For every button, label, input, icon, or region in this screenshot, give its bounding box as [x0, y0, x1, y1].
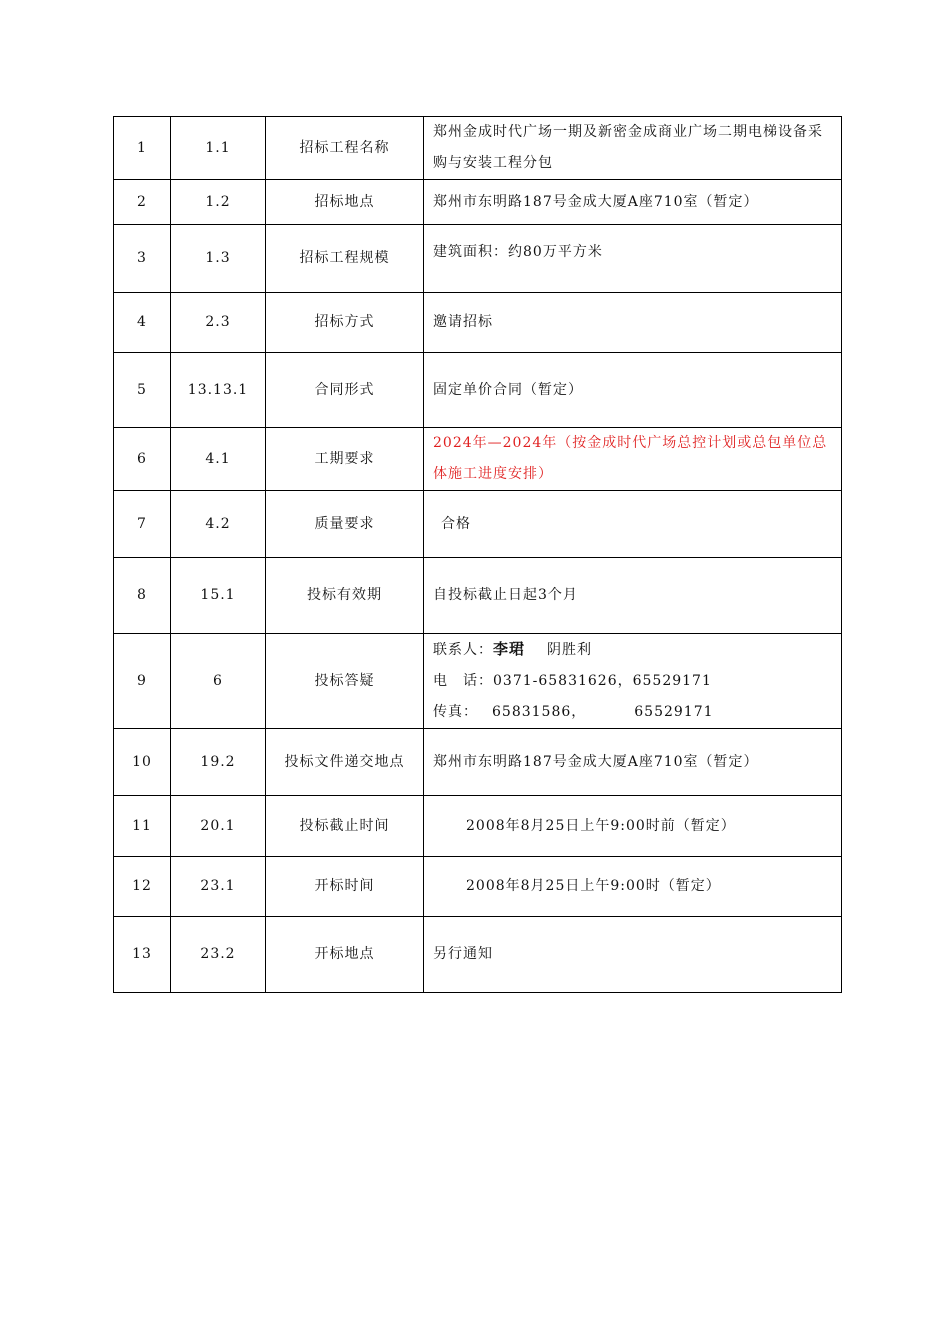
item-content: 另行通知 — [424, 917, 842, 993]
clause-number: 15.1 — [171, 558, 266, 634]
item-content: 郑州市东明路187号金成大厦A座710室（暂定） — [424, 180, 842, 225]
phone-line — [433, 666, 837, 697]
table-row — [114, 857, 842, 917]
fax-label: 传真： — [433, 704, 478, 720]
clause-number: 1.1 — [171, 117, 266, 180]
clause-number: 4.1 — [171, 428, 266, 491]
clause-number: 2.3 — [171, 293, 266, 353]
row-number: 12 — [114, 857, 171, 917]
row-number: 11 — [114, 796, 171, 857]
item-content: 郑州市东明路187号金成大厦A座710室（暂定） — [424, 729, 842, 796]
item-content — [424, 225, 842, 293]
item-name: 合同形式 — [266, 353, 424, 428]
row-number: 7 — [114, 491, 171, 558]
item-name: 工期要求 — [266, 428, 424, 491]
table-row — [114, 796, 842, 857]
item-content: 固定单价合同（暂定） — [424, 353, 842, 428]
fax-number-2: 65529171 — [634, 704, 714, 720]
item-name: 开标地点 — [266, 917, 424, 993]
item-content — [424, 796, 842, 857]
clause-number: 23.2 — [171, 917, 266, 993]
clause-number: 13.13.1 — [171, 353, 266, 428]
item-name: 招标方式 — [266, 293, 424, 353]
item-content — [424, 857, 842, 917]
contact-info — [424, 634, 842, 729]
row-number: 3 — [114, 225, 171, 293]
table-row — [114, 729, 842, 796]
bid-data-table — [113, 116, 842, 993]
fax-number-1: 65831586， — [492, 704, 587, 720]
clause-number: 6 — [171, 634, 266, 729]
table-row — [114, 293, 842, 353]
item-name: 招标工程名称 — [266, 117, 424, 180]
table-row — [114, 428, 842, 491]
item-name: 投标答疑 — [266, 634, 424, 729]
table-row — [114, 558, 842, 634]
contact-name-2: 阴胜利 — [547, 642, 593, 658]
clause-number: 4.2 — [171, 491, 266, 558]
item-content: 邀请招标 — [424, 293, 842, 353]
item-name: 招标地点 — [266, 180, 424, 225]
clause-number: 19.2 — [171, 729, 266, 796]
row-number: 2 — [114, 180, 171, 225]
clause-number: 20.1 — [171, 796, 266, 857]
row-number: 13 — [114, 917, 171, 993]
phone-label: 电 话： — [433, 673, 493, 689]
clause-number: 1.2 — [171, 180, 266, 225]
item-name: 招标工程规模 — [266, 225, 424, 293]
phone-number: 0371-65831626，65529171 — [493, 673, 712, 689]
table-row — [114, 917, 842, 993]
item-name: 开标时间 — [266, 857, 424, 917]
contact-name-1: 李珺 — [493, 640, 526, 658]
table-row — [114, 117, 842, 180]
contact-line — [433, 634, 837, 666]
content-text: 2008年8月25日上午9:00时前（暂定） — [466, 817, 736, 834]
row-number: 6 — [114, 428, 171, 491]
content-text: 合格 — [441, 515, 471, 532]
row-number: 9 — [114, 634, 171, 729]
item-content — [424, 491, 842, 558]
row-number: 1 — [114, 117, 171, 180]
item-name: 质量要求 — [266, 491, 424, 558]
contact-label: 联系人： — [433, 642, 493, 658]
row-number: 5 — [114, 353, 171, 428]
table-row — [114, 180, 842, 225]
row-number: 4 — [114, 293, 171, 353]
item-name: 投标有效期 — [266, 558, 424, 634]
content-text: 2008年8月25日上午9:00时（暂定） — [466, 878, 721, 894]
table-row — [114, 225, 842, 293]
row-number: 8 — [114, 558, 171, 634]
table-row — [114, 491, 842, 558]
clause-number: 23.1 — [171, 857, 266, 917]
table-row — [114, 634, 842, 729]
fax-line — [433, 697, 837, 728]
item-content: 自投标截止日起3个月 — [424, 558, 842, 634]
content-text: 建筑面积：约80万平方米 — [433, 244, 603, 260]
item-content: 2024年—2024年（按金成时代广场总控计划或总包单位总体施工进度安排） — [424, 428, 842, 491]
item-content: 郑州金成时代广场一期及新密金成商业广场二期电梯设备采购与安装工程分包 — [424, 117, 842, 180]
clause-number: 1.3 — [171, 225, 266, 293]
item-name: 投标文件递交地点 — [266, 729, 424, 796]
row-number: 10 — [114, 729, 171, 796]
item-name: 投标截止时间 — [266, 796, 424, 857]
table-row — [114, 353, 842, 428]
